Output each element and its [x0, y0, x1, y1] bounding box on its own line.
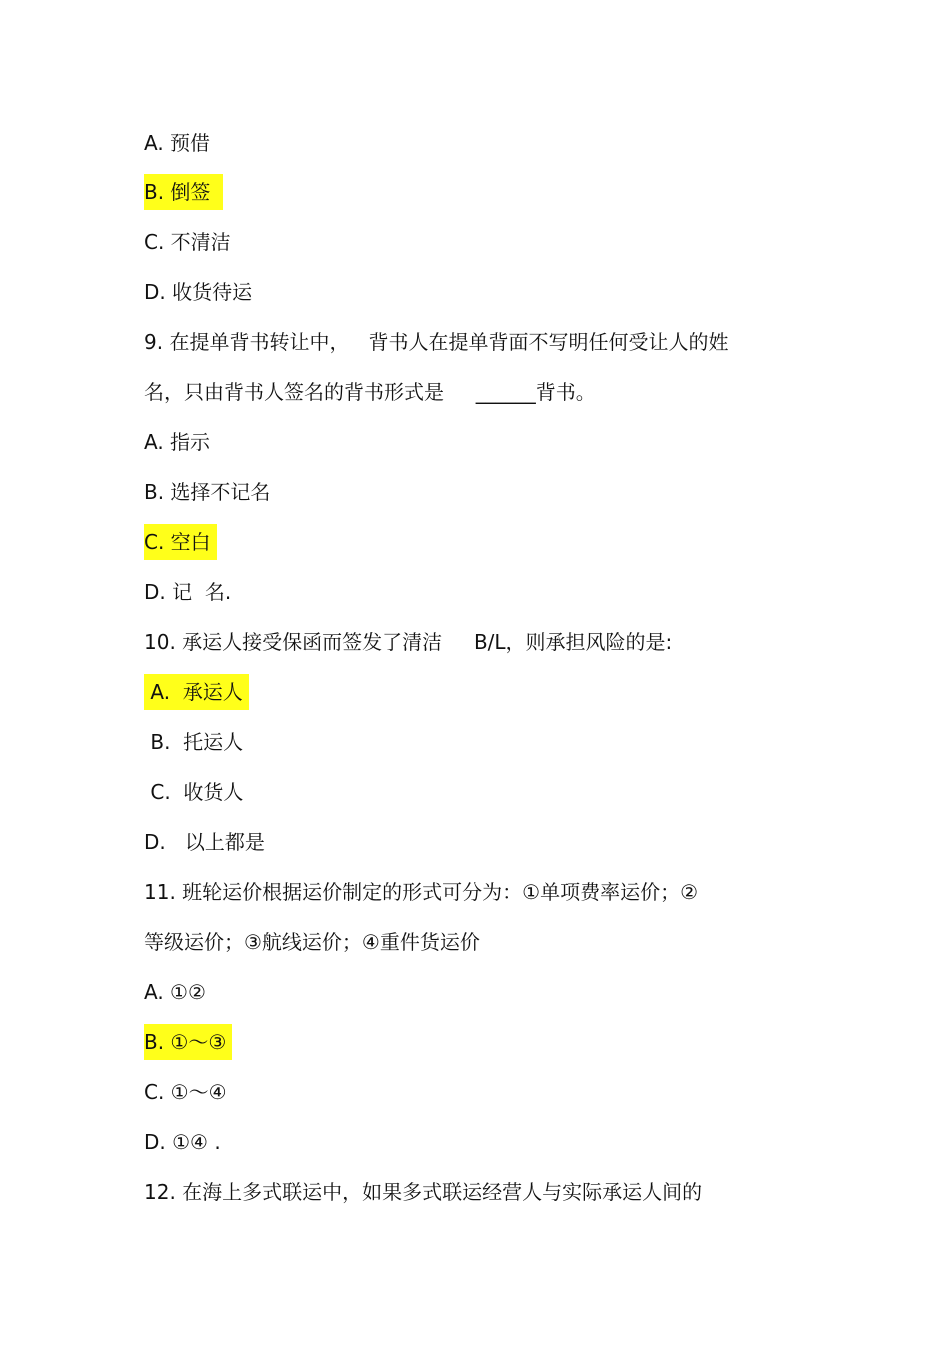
option-c-q9-answer	[144, 529, 217, 555]
question-9-line-2: 名，只由背书人签名的背书形式是 ______背书。	[144, 380, 596, 404]
option-d-q9: D. 记 名.	[144, 580, 232, 604]
question-11-line-1: 11. 班轮运价根据运价制定的形式可分为：①单项费率运价；②	[144, 880, 699, 904]
option-b-q11-answer	[144, 1029, 232, 1055]
question-9-line-1: 9. 在提单背书转让中， 背书人在提单背面不写明任何受让人的姓	[144, 330, 729, 354]
answer-highlight: B. ①～③	[144, 1024, 232, 1060]
option-b-q10: B. 托运人	[144, 730, 244, 754]
answer-highlight: A. 承运人	[144, 674, 249, 710]
option-d-q10: D. 以上都是	[144, 830, 265, 854]
option-a-q11: A. ①②	[144, 980, 206, 1004]
question-10: 10. 承运人接受保函而签发了清洁 B/L，则承担风险的是:	[144, 630, 673, 654]
option-c-q11: C. ①～④	[144, 1080, 227, 1104]
question-11-line-2: 等级运价；③航线运价；④重件货运价	[144, 930, 480, 954]
option-a-q9: A. 指示	[144, 430, 211, 454]
option-d-q8: D. 收货待运	[144, 280, 253, 304]
answer-highlight: C. 空白	[144, 524, 217, 560]
option-c-q8: C. 不清洁	[144, 230, 231, 254]
option-a-q10-answer	[144, 679, 249, 705]
question-12-line-1: 12. 在海上多式联运中，如果多式联运经营人与实际承运人间的	[144, 1180, 703, 1204]
option-a-q8: A. 预借	[144, 131, 211, 155]
option-b-q8-answer	[144, 179, 223, 205]
option-b-q9: B. 选择不记名	[144, 480, 271, 504]
option-c-q10: C. 收货人	[144, 780, 244, 804]
option-d-q11: D. ①④ .	[144, 1130, 221, 1154]
answer-highlight: B. 倒签	[144, 174, 223, 210]
